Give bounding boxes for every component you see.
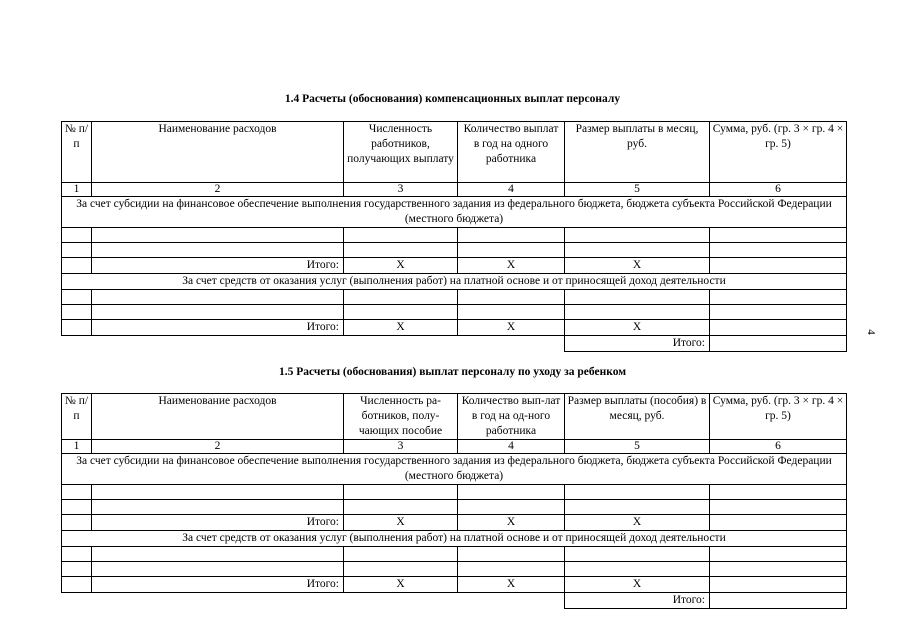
- table-row: [62, 485, 847, 500]
- header-payments-per-year: Количество выплат в год на одного работника: [458, 122, 565, 183]
- x-mark: X: [458, 577, 565, 593]
- subtotal-row: [62, 320, 847, 336]
- x-mark: X: [458, 515, 565, 531]
- header-number: № п/п: [62, 394, 92, 440]
- column-number: 3: [344, 440, 458, 454]
- total-label: Итого:: [565, 593, 710, 609]
- x-mark: X: [565, 258, 710, 274]
- header-sum: Сумма, руб. (гр. 3 × гр. 4 × гр. 5): [710, 122, 847, 183]
- header-employee-count: Численность работников, получающих выплату: [344, 122, 458, 183]
- section-1-5-title: 1.5 Расчеты (обоснования) выплат персоналу по уходу за ребенком: [278, 366, 627, 378]
- table-row: [62, 305, 847, 320]
- header-expense-name: Наименование расходов: [92, 394, 344, 440]
- header-sum: Сумма, руб. (гр. 3 × гр. 4 × гр. 5): [710, 394, 847, 440]
- group-label: За счет средств от оказания услуг (выполнения работ) на платной основе и от приносящей доход деятельности: [62, 274, 847, 290]
- subtotal-label: Итого:: [92, 577, 344, 593]
- section-1-4-title: 1.4 Расчеты (обоснования) компенсационных выплат персоналу: [284, 93, 621, 105]
- group-row-paid-services: [62, 274, 847, 290]
- column-number: 6: [710, 440, 847, 454]
- column-number-row: [62, 183, 847, 197]
- subtotal-row: [62, 515, 847, 531]
- x-mark: X: [458, 258, 565, 274]
- total-row: [62, 593, 847, 609]
- group-row-paid-services: [62, 531, 847, 547]
- subtotal-row: [62, 258, 847, 274]
- header-monthly-amount: Размер выплаты (пособия) в месяц, руб.: [565, 394, 710, 440]
- header-monthly-amount: Размер выплаты в месяц, руб.: [565, 122, 710, 183]
- column-number: 1: [62, 183, 92, 197]
- column-number: 2: [92, 440, 344, 454]
- table-row: [62, 500, 847, 515]
- header-row: [62, 122, 847, 183]
- x-mark: X: [565, 515, 710, 531]
- x-mark: X: [344, 577, 458, 593]
- subtotal-label: Итого:: [92, 515, 344, 531]
- header-payments-per-year: Количество вып-лат в год на од-ного работника: [458, 394, 565, 440]
- column-number: 2: [92, 183, 344, 197]
- header-employee-count: Численность ра-ботников, полу-чающих пособие: [344, 394, 458, 440]
- x-mark: X: [344, 320, 458, 336]
- page-number: 4: [864, 329, 877, 335]
- table-row: [62, 243, 847, 258]
- table-row: [62, 562, 847, 577]
- column-number: 3: [344, 183, 458, 197]
- group-label: За счет средств от оказания услуг (выполнения работ) на платной основе и от приносящей доход деятельности: [62, 531, 847, 547]
- x-mark: X: [565, 320, 710, 336]
- total-row: [62, 336, 847, 352]
- header-number: № п/п: [62, 122, 92, 183]
- subtotal-label: Итого:: [92, 258, 344, 274]
- column-number: 4: [458, 440, 565, 454]
- column-number: 5: [565, 440, 710, 454]
- x-mark: X: [344, 258, 458, 274]
- table-row: [62, 547, 847, 562]
- table-row: [62, 228, 847, 243]
- x-mark: X: [458, 320, 565, 336]
- compensation-payments-table: [61, 121, 847, 352]
- total-label: Итого:: [565, 336, 710, 352]
- column-number: 6: [710, 183, 847, 197]
- column-number-row: [62, 440, 847, 454]
- column-number: 5: [565, 183, 710, 197]
- x-mark: X: [565, 577, 710, 593]
- total-value: [710, 593, 847, 609]
- subtotal-row: [62, 577, 847, 593]
- total-value: [710, 336, 847, 352]
- subtotal-label: Итого:: [92, 320, 344, 336]
- childcare-payments-table: [61, 393, 847, 609]
- group-row-subsidy: [62, 197, 847, 228]
- group-label: За счет субсидии на финансовое обеспечение выполнения государственного задания из федерального бюджета, бюджета субъекта Российской Федерации (местного бюджета): [62, 197, 847, 228]
- group-row-subsidy: [62, 454, 847, 485]
- header-expense-name: Наименование расходов: [92, 122, 344, 183]
- group-label: За счет субсидии на финансовое обеспечение выполнения государственного задания из федерального бюджета, бюджета субъекта Российской Федерации (местного бюджета): [62, 454, 847, 485]
- x-mark: X: [344, 515, 458, 531]
- column-number: 1: [62, 440, 92, 454]
- table-row: [62, 290, 847, 305]
- column-number: 4: [458, 183, 565, 197]
- header-row: [62, 394, 847, 440]
